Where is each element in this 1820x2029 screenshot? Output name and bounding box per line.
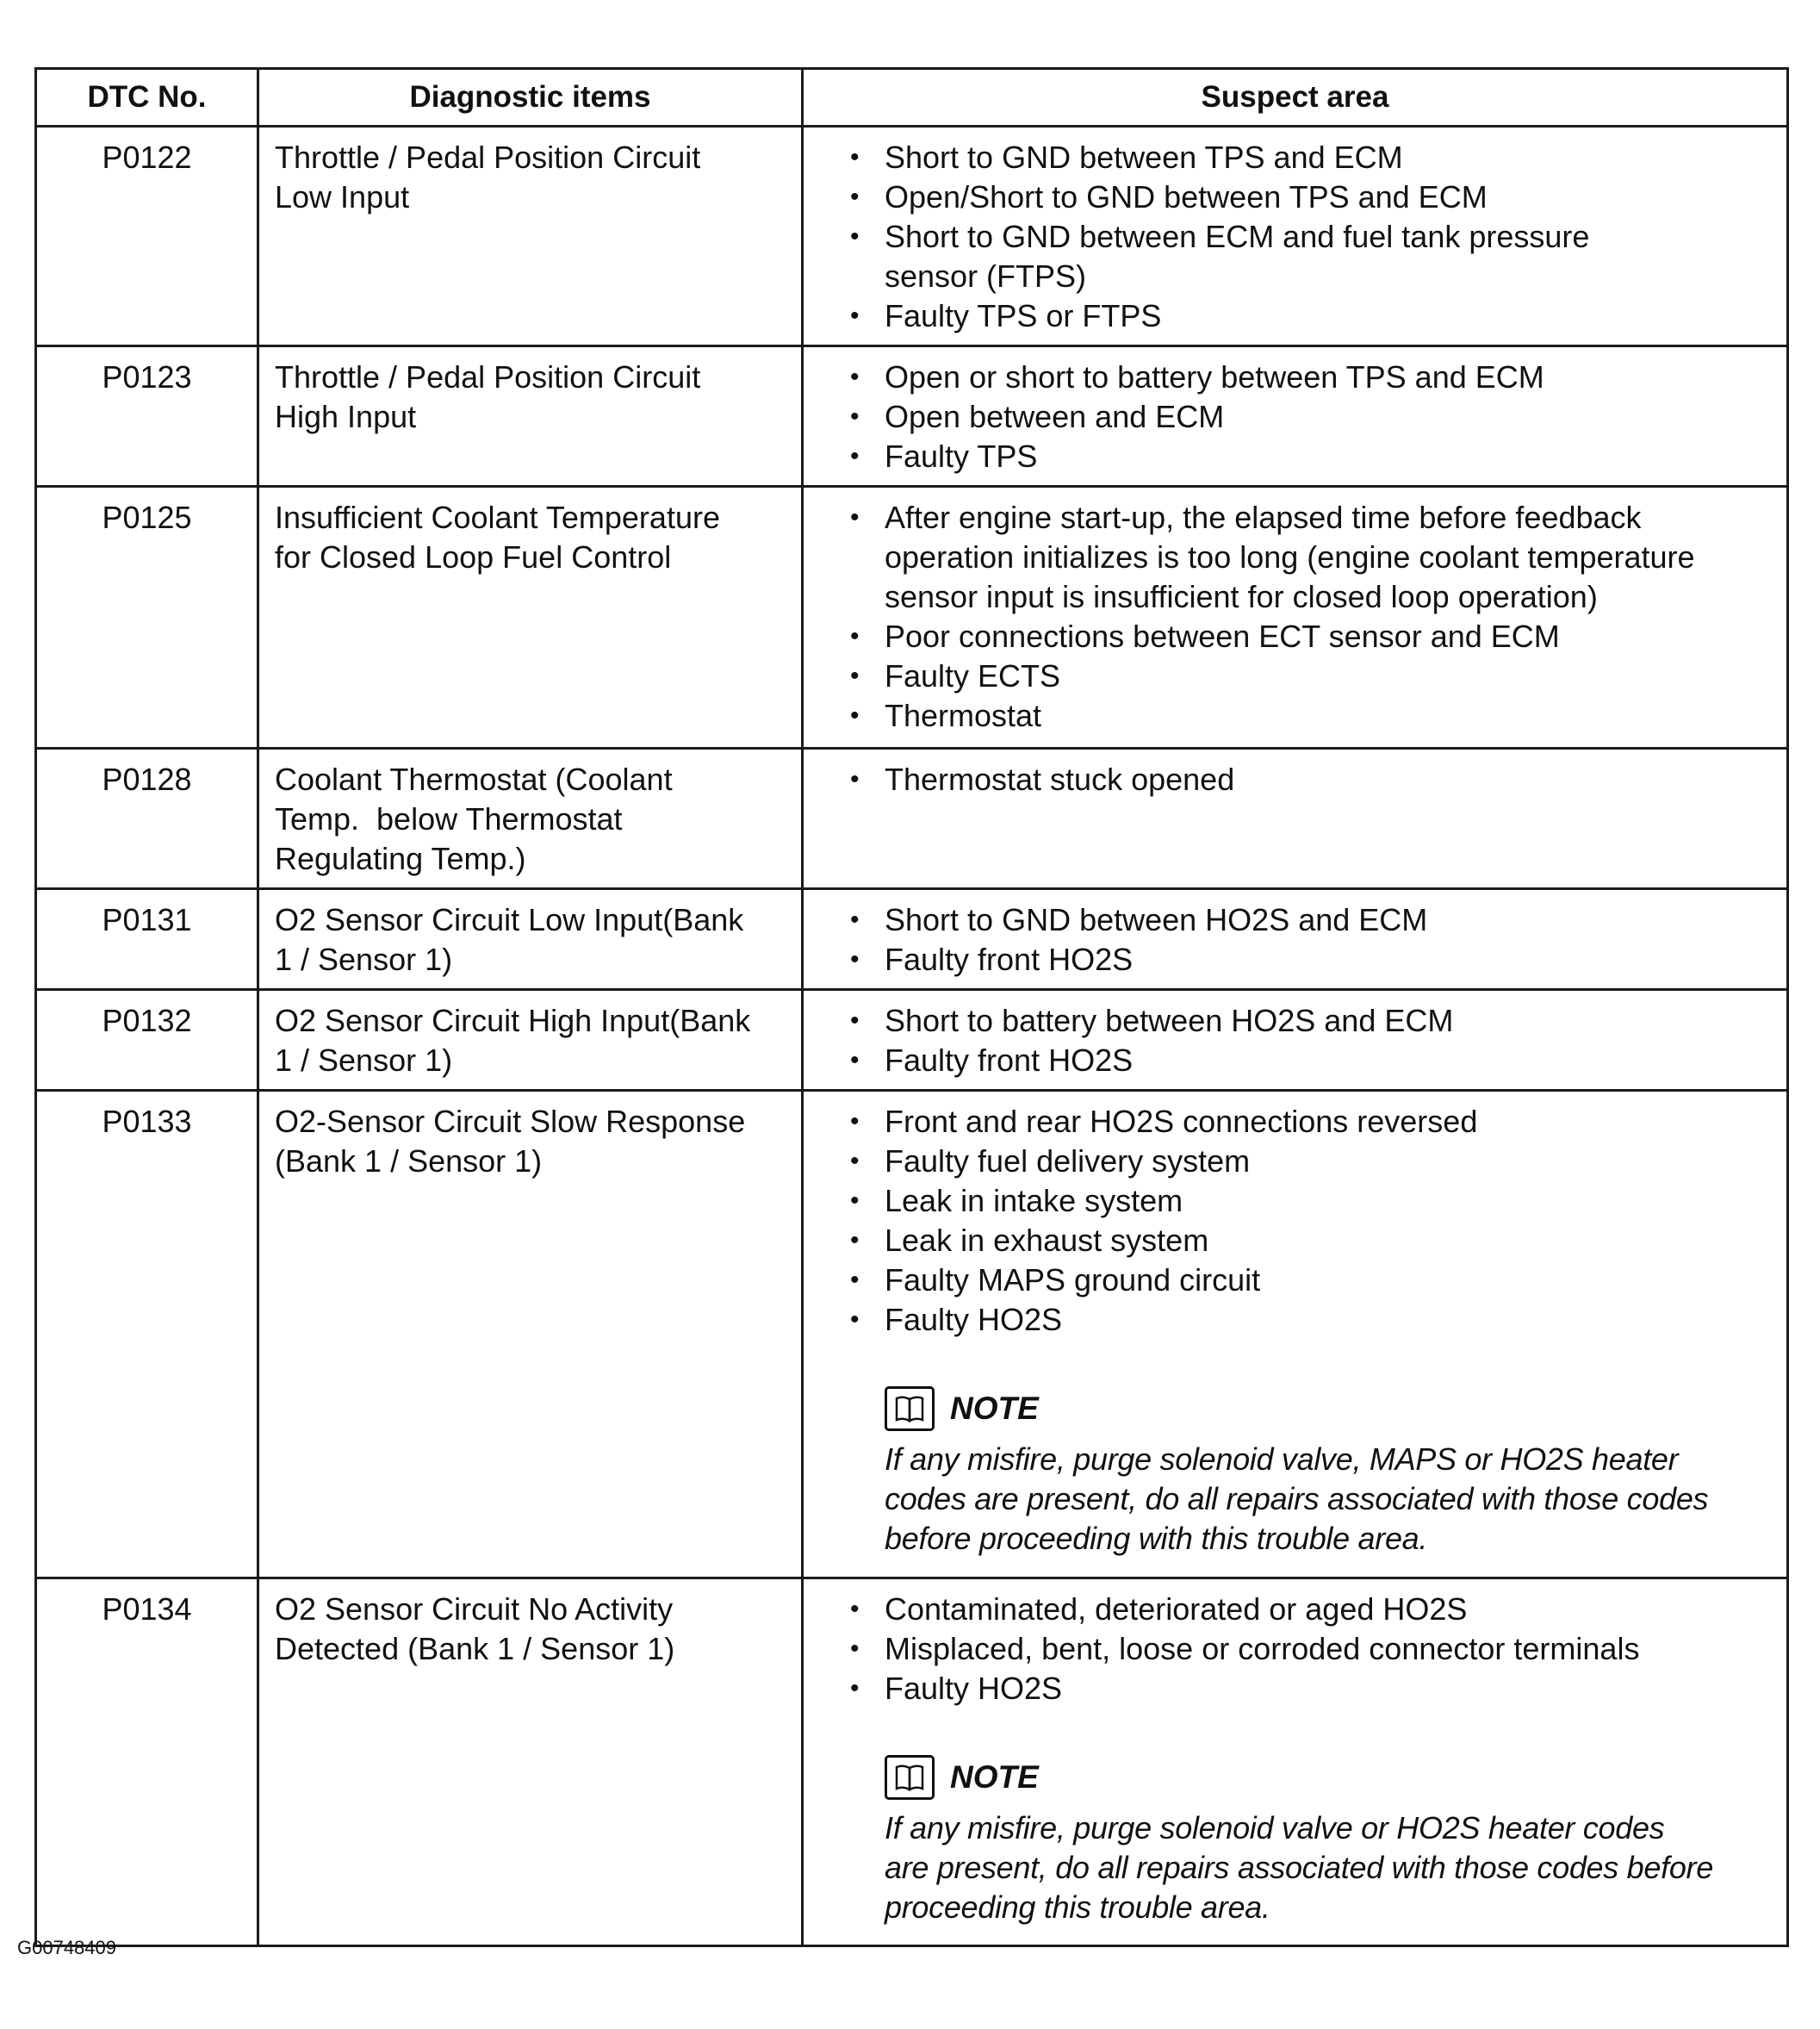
diagnostic-item-line: High Input — [275, 399, 417, 434]
note-text — [885, 1808, 1771, 1927]
diagnostic-item — [258, 487, 803, 749]
dtc-code: P0132 — [36, 990, 258, 1091]
dtc-code: P0131 — [36, 889, 258, 990]
suspect-area — [803, 1578, 1788, 1946]
dtc-table-container — [34, 67, 1786, 1947]
diagnostic-item-line: O2 Sensor Circuit Low Input(Bank — [275, 902, 744, 937]
diagnostic-item-line: O2 Sensor Circuit No Activity — [275, 1591, 674, 1627]
dtc-code: P0134 — [36, 1578, 258, 1946]
suspect-list — [819, 358, 1771, 476]
diagnostic-item-line: Throttle / Pedal Position Circuit — [275, 359, 701, 395]
suspect-item: • Faulty HO2S — [850, 1669, 1771, 1708]
table-row — [36, 487, 1788, 749]
note-header — [885, 1385, 1771, 1433]
suspect-item: • Faulty TPS — [850, 437, 1771, 476]
diagnostic-item-line: Low Input — [275, 179, 410, 215]
suspect-area — [803, 889, 1788, 990]
suspect-list — [819, 900, 1771, 980]
diagnostic-item-line: 1 / Sensor 1) — [275, 1043, 453, 1078]
table-row — [36, 990, 1788, 1091]
dtc-code: P0128 — [36, 749, 258, 889]
diagnostic-item-line: 1 / Sensor 1) — [275, 942, 453, 977]
diagnostic-item-line: Throttle / Pedal Position Circuit — [275, 140, 701, 175]
note-title: NOTE — [950, 1759, 1039, 1795]
suspect-item: • Faulty TPS or FTPS — [850, 296, 1771, 336]
header-dtc-no: DTC No. — [36, 69, 258, 127]
suspect-item: • Faulty fuel delivery system — [850, 1142, 1771, 1181]
diagnostic-item — [258, 889, 803, 990]
diagnostic-item-line: O2-Sensor Circuit Slow Response — [275, 1104, 746, 1139]
note-box — [885, 1753, 1771, 1927]
diagnostic-item — [258, 1091, 803, 1578]
diagnostic-item — [258, 1578, 803, 1946]
header-diagnostic-items: Diagnostic items — [258, 69, 803, 127]
note-text — [885, 1440, 1771, 1559]
suspect-item: • Leak in exhaust system — [850, 1221, 1771, 1260]
suspect-item: • Short to battery between HO2S and ECM — [850, 1001, 1771, 1041]
note-line: proceeding this trouble area. — [885, 1889, 1270, 1925]
suspect-item: • After engine start-up, the elapsed time before feedback operation initializes is too long (engine coolant temperature sensor input is insufficient for closed loop operation) — [850, 498, 1771, 617]
suspect-list — [819, 1102, 1771, 1340]
suspect-area — [803, 487, 1788, 749]
table-row — [36, 1091, 1788, 1578]
dtc-code: P0133 — [36, 1091, 258, 1578]
suspect-item: • Short to GND between HO2S and ECM — [850, 900, 1771, 940]
diagnostic-item — [258, 127, 803, 346]
suspect-area — [803, 990, 1788, 1091]
dtc-code: P0123 — [36, 346, 258, 487]
note-line: If any misfire, purge solenoid valve, MAPS or HO2S heater — [885, 1441, 1679, 1477]
diagnostic-item-line: (Bank 1 / Sensor 1) — [275, 1143, 543, 1179]
book-icon — [885, 1755, 935, 1800]
book-icon — [885, 1386, 935, 1431]
suspect-item: • Faulty HO2S — [850, 1300, 1771, 1340]
figure-id: G00748409 — [17, 1937, 116, 1958]
note-line: If any misfire, purge solenoid valve or HO2S heater codes — [885, 1810, 1665, 1845]
suspect-item: • Poor connections between ECT sensor and ECM — [850, 617, 1771, 657]
suspect-item: • Open between and ECM — [850, 397, 1771, 437]
diagnostic-item-line: Detected (Bank 1 / Sensor 1) — [275, 1631, 675, 1666]
suspect-item: • Contaminated, deteriorated or aged HO2S — [850, 1590, 1771, 1629]
note-line: are present, do all repairs associated with those codes before — [885, 1850, 1713, 1885]
suspect-list — [819, 1590, 1771, 1708]
note-line: codes are present, do all repairs associated with those codes — [885, 1481, 1709, 1516]
diagnostic-item-line: Temp. below Thermostat — [275, 801, 623, 837]
suspect-list — [819, 1001, 1771, 1080]
diagnostic-item — [258, 990, 803, 1091]
note-title: NOTE — [950, 1391, 1039, 1426]
header-suspect-area: Suspect area — [803, 69, 1788, 127]
suspect-item: • Faulty front HO2S — [850, 940, 1771, 980]
table-row — [36, 346, 1788, 487]
suspect-item: • Faulty front HO2S — [850, 1041, 1771, 1080]
suspect-list — [819, 498, 1771, 736]
suspect-item: • Thermostat — [850, 696, 1771, 736]
suspect-area — [803, 346, 1788, 487]
diagnostic-item-line: for Closed Loop Fuel Control — [275, 539, 672, 575]
diagnostic-item-line: O2 Sensor Circuit High Input(Bank — [275, 1003, 751, 1038]
table-row — [36, 889, 1788, 990]
note-header — [885, 1753, 1771, 1802]
dtc-code: P0122 — [36, 127, 258, 346]
diagnostic-item — [258, 749, 803, 889]
table-row — [36, 1578, 1788, 1946]
suspect-area — [803, 749, 1788, 889]
suspect-area — [803, 127, 1788, 346]
suspect-item: • Short to GND between TPS and ECM — [850, 138, 1771, 177]
suspect-item: • Open or short to battery between TPS and ECM — [850, 358, 1771, 397]
suspect-item: • Short to GND between ECM and fuel tank pressure sensor (FTPS) — [850, 217, 1771, 296]
diagnostic-item-line: Regulating Temp.) — [275, 841, 526, 876]
diagnostic-item-line: Insufficient Coolant Temperature — [275, 500, 720, 535]
suspect-item: • Misplaced, bent, loose or corroded connector terminals — [850, 1629, 1771, 1669]
suspect-item: • Front and rear HO2S connections reversed — [850, 1102, 1771, 1142]
diagnostic-item — [258, 346, 803, 487]
dtc-code: P0125 — [36, 487, 258, 749]
table-row — [36, 749, 1788, 889]
table-row — [36, 127, 1788, 346]
suspect-item: • Faulty MAPS ground circuit — [850, 1260, 1771, 1300]
suspect-item: • Faulty ECTS — [850, 657, 1771, 696]
note-box — [885, 1385, 1771, 1559]
dtc-table — [34, 67, 1789, 1947]
suspect-item: • Thermostat stuck opened — [850, 760, 1771, 800]
suspect-list — [819, 760, 1771, 800]
note-line: before proceeding with this trouble area. — [885, 1521, 1428, 1556]
suspect-area — [803, 1091, 1788, 1578]
diagnostic-item-line: Coolant Thermostat (Coolant — [275, 762, 673, 797]
suspect-item: • Leak in intake system — [850, 1181, 1771, 1221]
suspect-list — [819, 138, 1771, 336]
table-header-row — [36, 69, 1788, 127]
suspect-item: • Open/Short to GND between TPS and ECM — [850, 177, 1771, 217]
